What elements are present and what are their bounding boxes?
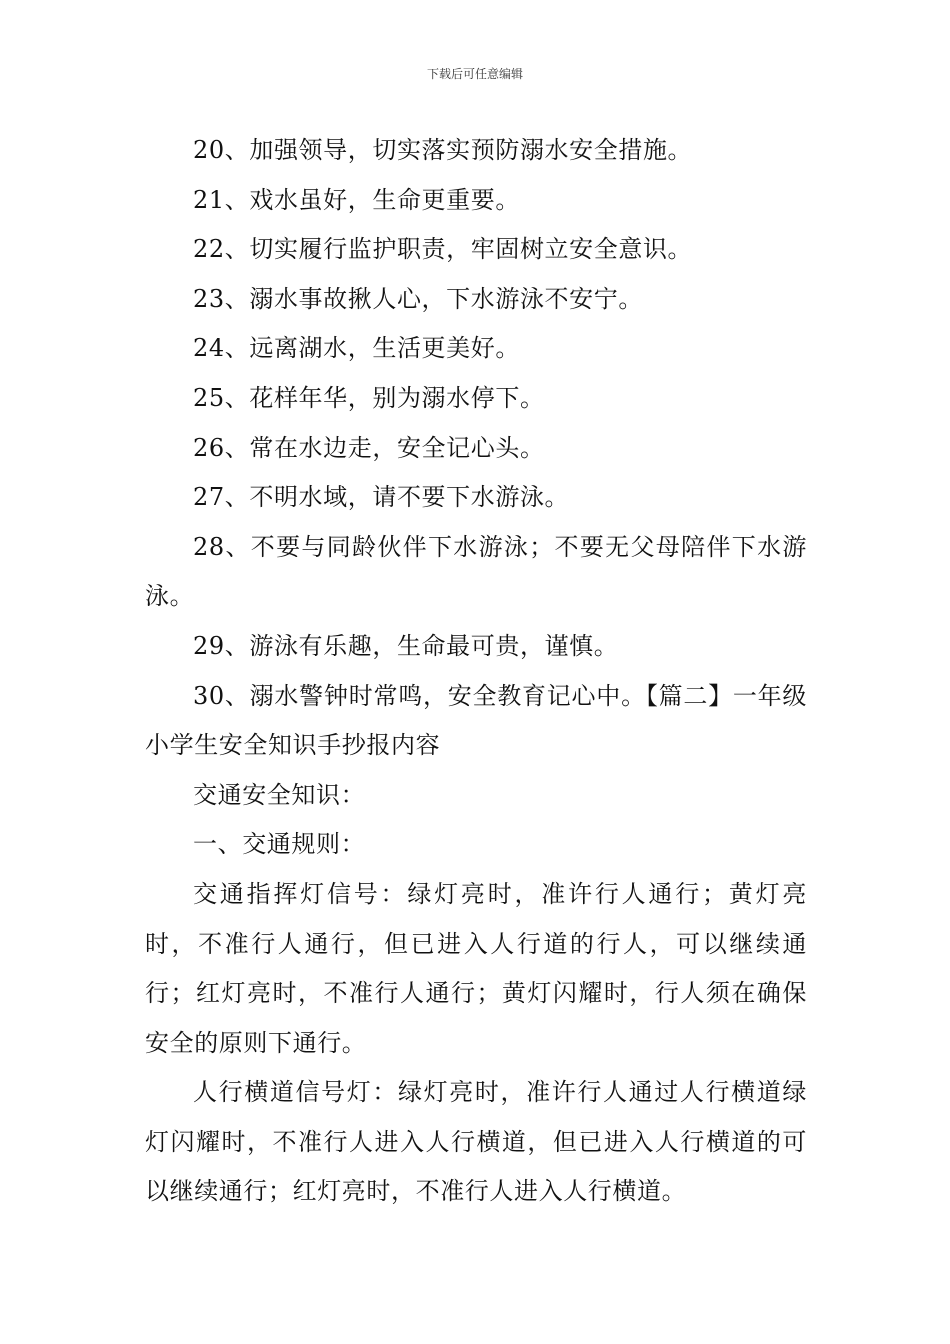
paragraph: 人行横道信号灯：绿灯亮时，准许行人通过人行横道绿灯闪耀时，不准行人进入人行横道，但已进入人行横道的可以继续通行；红灯亮时，不准行人进入人行横道。: [145, 1078, 807, 1206]
paragraph: 29、游泳有乐趣，生命最可贵，谨慎。: [193, 631, 619, 660]
paragraph: 23、溺水事故揪人心，下水游泳不安宁。: [193, 284, 643, 313]
paragraph: 21、戏水虽好，生命更重要。: [193, 185, 520, 214]
paragraph: 22、切实履行监护职责，牢固树立安全意识。: [193, 235, 693, 264]
paragraph: 28、不要与同龄伙伴下水游泳；不要无父母陪伴下水游泳。: [145, 532, 807, 611]
paragraph: 27、不明水域，请不要下水游泳。: [193, 483, 570, 512]
paragraph: 24、远离湖水，生活更美好。: [193, 334, 520, 363]
paragraph: 26、常在水边走，安全记心头。: [193, 433, 545, 462]
paragraph: 25、花样年华，别为溺水停下。: [193, 383, 545, 412]
subsection-heading: 一、交通规则：: [193, 830, 366, 859]
paragraph: 交通指挥灯信号：绿灯亮时，准许行人通行；黄灯亮时，不准行人通行，但已进入人行道的行人，可以继续通行；红灯亮时，不准行人通行；黄灯闪耀时，行人须在确保安全的原则下通行。: [145, 879, 807, 1057]
page-header: 下载后可任意编辑: [426, 67, 523, 81]
paragraph: 30、溺水警钟时常鸣，安全教育记心中。【篇二】一年级小学生安全知识手抄报内容: [145, 681, 807, 760]
paragraph: 20、加强领导，切实落实预防溺水安全措施。: [193, 136, 693, 164]
section-heading: 交通安全知识：: [193, 780, 366, 809]
document-body: [145, 126, 807, 1217]
